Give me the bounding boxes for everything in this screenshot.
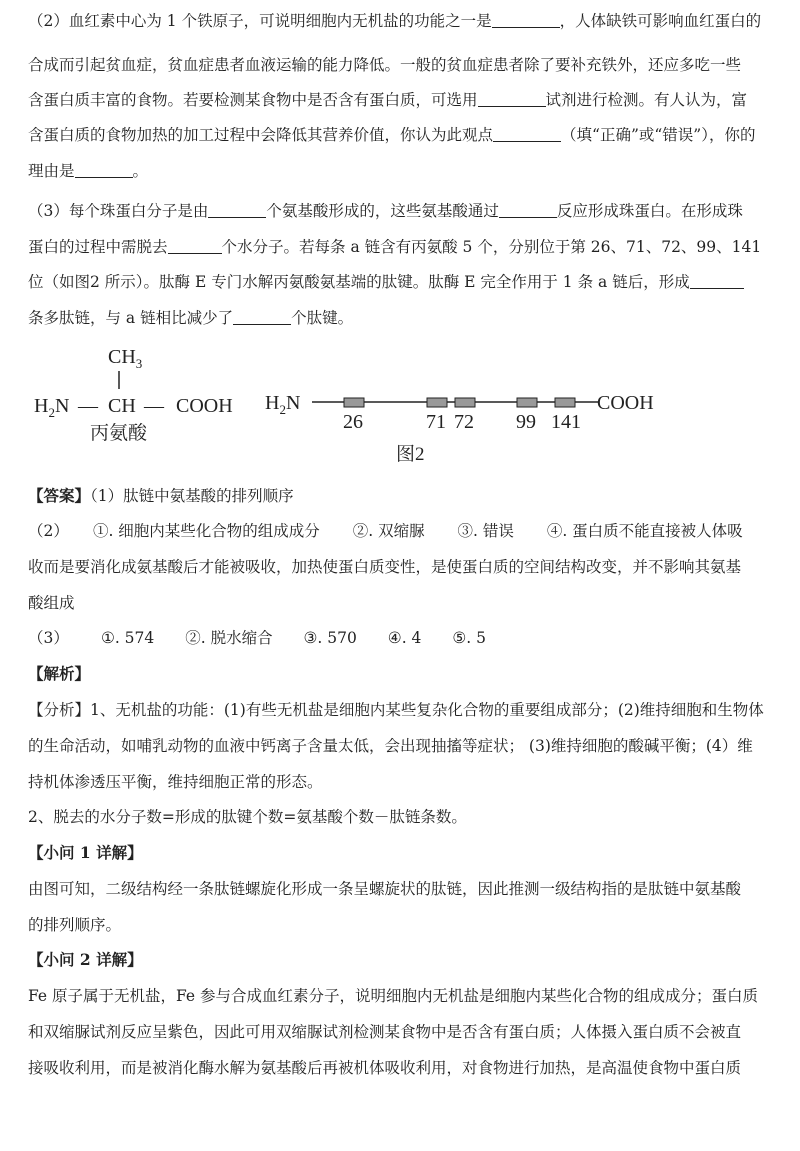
amino-group: $H_2N$	[34, 395, 70, 420]
alanine-residue-71	[427, 398, 447, 407]
alpha-carbon: CH	[108, 395, 136, 417]
analysis-text: 2、脱去的水分子数=形成的肽键个数=氨基酸个数－肽链条数。	[28, 808, 467, 826]
answer-text: 酸组成	[28, 594, 75, 612]
answer-number: （2）	[28, 522, 69, 540]
q3-text: 个水分子。若每条 a 链含有丙氨酸 5 个，分别位于第 26、71、72、99、141	[221, 238, 762, 256]
answer-line-1	[28, 485, 294, 507]
answer-option: ③. 错误	[457, 522, 514, 540]
q3-line-2	[28, 236, 761, 258]
q2-text: 含蛋白质丰富的食物。若要检测某食物中是否含有蛋白质，可选用	[28, 91, 478, 109]
answer-line-5	[28, 627, 486, 649]
analysis-text: 和双缩脲试剂反应呈紫色，因此可用双缩脲试剂检测某食物中是否含有蛋白质；人体摄入蛋白质不会被直	[28, 1023, 742, 1041]
q3-text: 条多肽链，与 a 链相比减少了	[28, 309, 234, 327]
analysis-p2	[28, 806, 467, 828]
answer-number: （3）	[28, 629, 69, 647]
answer-blank	[208, 203, 266, 218]
figure-diagram	[0, 335, 800, 470]
alanine-residue-72	[455, 398, 475, 407]
analysis-p1-line-2	[28, 735, 753, 757]
alanine-residue-26	[344, 398, 364, 407]
answer-option: ③. 570	[303, 629, 357, 647]
q3-text: 个氨基酸形成的，这些氨基酸通过	[266, 202, 499, 220]
q2-text: 试剂进行检测。有人认为，富	[545, 91, 748, 109]
answer-option: ②. 脱水缩合	[185, 629, 273, 647]
answer-blank	[233, 310, 291, 325]
answer-option: ④. 4	[387, 629, 422, 647]
q2-line-3	[28, 89, 747, 111]
figure-caption: 图2	[396, 444, 425, 465]
section-heading: 【小问 1 详解】	[28, 843, 143, 862]
answer-text: （1）肽链中氨基酸的排列顺序	[90, 487, 294, 505]
analysis-p1-line-3	[28, 771, 323, 793]
alanine-structure	[34, 346, 233, 444]
answer-blank	[478, 92, 546, 107]
subquestion-2-heading	[28, 949, 143, 971]
alanine-label: 丙氨酸	[90, 423, 148, 444]
q3-line-4	[28, 307, 353, 329]
answer-line-3	[28, 556, 741, 578]
chain-carboxyl-end: COOH	[597, 392, 654, 414]
answer-blank	[492, 13, 560, 28]
q2-line-4	[28, 124, 755, 146]
answer-blank	[499, 203, 557, 218]
position-label: 99	[516, 411, 536, 433]
subquestion-2-line-2	[28, 1021, 741, 1043]
analysis-p1-line-1	[28, 699, 764, 721]
position-label: 71	[426, 411, 446, 433]
answer-tag: 【答案】	[28, 486, 91, 505]
q3-text: （3）每个珠蛋白分子是由	[28, 202, 209, 220]
q2-text: ，人体缺铁可影响血红蛋白的	[559, 12, 762, 30]
q3-text: 个肽键。	[291, 309, 354, 327]
subquestion-2-line-1	[28, 985, 758, 1007]
analysis-text: 的排列顺序。	[28, 916, 122, 934]
answer-option: ①. 细胞内某些化合物的组成成分	[92, 522, 320, 540]
analysis-text: 持机体渗透压平衡，维持细胞正常的形态。	[28, 773, 323, 791]
q2-line-1	[28, 10, 761, 32]
subquestion-1-heading	[28, 842, 143, 864]
chain-amino-end: $H_2N$	[265, 392, 301, 417]
answer-option: ①. 574	[100, 629, 155, 647]
answer-line-2	[28, 520, 743, 542]
q2-line-5	[28, 160, 148, 182]
answer-line-4	[28, 592, 75, 614]
q2-text: （填“正确”或“错误”），你的	[561, 126, 756, 144]
answer-option: ②. 双缩脲	[352, 522, 425, 540]
analysis-text: 的生命活动，如哺乳动物的血液中钙离子含量太低，会出现抽搐等症状； (3)维持细胞的酸碱平衡；(4）维	[28, 737, 753, 755]
answer-blank	[690, 274, 744, 289]
analysis-text: 【分析】1、无机盐的功能：(1)有些无机盐是细胞内某些复杂化合物的重要组成部分；(2)维持细胞和生物体	[28, 701, 764, 719]
q2-text: （2）血红素中心为 1 个铁原子，可说明细胞内无机盐的功能之一是	[28, 12, 492, 30]
subquestion-2-line-3	[28, 1057, 741, 1079]
analysis-heading	[28, 663, 90, 685]
alanine-residue-99	[517, 398, 537, 407]
answer-option: ④. 蛋白质不能直接被人体吸	[546, 522, 743, 540]
subquestion-1-line-1	[28, 878, 741, 900]
position-label: 72	[454, 411, 474, 433]
analysis-tag: 【解析】	[28, 664, 91, 683]
q3-line-1	[28, 200, 743, 222]
peptide-chain	[265, 392, 654, 465]
section-heading: 【小问 2 详解】	[28, 950, 143, 969]
alanine-residue-141	[555, 398, 575, 407]
q2-line-2	[28, 54, 741, 76]
q2-text: 理由是	[28, 162, 75, 180]
analysis-text: Fe 原子属于无机盐，Fe 参与合成血红素分子，说明细胞内无机盐是细胞内某些化合物的组成成分；蛋白质	[28, 987, 759, 1005]
q2-text: 含蛋白质的食物加热的加工过程中会降低其营养价值，你认为此观点	[28, 126, 494, 144]
position-label: 141	[551, 411, 581, 433]
q2-text: 合成而引起贫血症，贫血症患者血液运输的能力降低。一般的贫血症患者除了要补充铁外，还应多吃一些	[28, 56, 742, 74]
methyl-group: $CH_3$	[108, 346, 143, 371]
analysis-text: 接吸收利用，而是被消化酶水解为氨基酸后再被机体吸收利用，对食物进行加热，是高温使食物中蛋白质	[28, 1059, 742, 1077]
subquestion-1-line-2	[28, 914, 121, 936]
q3-line-3	[28, 271, 744, 293]
bond-dash: —	[78, 395, 98, 417]
answer-text: 收而是要消化成氨基酸后才能被吸收，加热使蛋白质变性，是使蛋白质的空间结构改变，并不影响其氨基	[28, 558, 742, 576]
answer-blank	[75, 163, 133, 178]
q3-text: 反应形成珠蛋白。在形成珠	[556, 202, 743, 220]
answer-blank	[168, 239, 222, 254]
q3-text: 蛋白的过程中需脱去	[28, 238, 168, 256]
bond-dash: —	[144, 395, 164, 417]
answer-blank	[493, 127, 561, 142]
position-label: 26	[343, 411, 363, 433]
carboxyl-group: COOH	[176, 395, 233, 417]
q2-text: 。	[132, 162, 149, 180]
analysis-text: 由图可知，二级结构经一条肽链螺旋化形成一条呈螺旋状的肽链，因此推测一级结构指的是肽链中氨基酸	[28, 880, 742, 898]
q3-text: 位（如图2 所示）。肽酶 E 专门水解丙氨酸氨基端的肽键。肽酶 E 完全作用于 1 条 a 链后，形成	[28, 273, 690, 291]
answer-option: ⑤. 5	[452, 629, 486, 647]
